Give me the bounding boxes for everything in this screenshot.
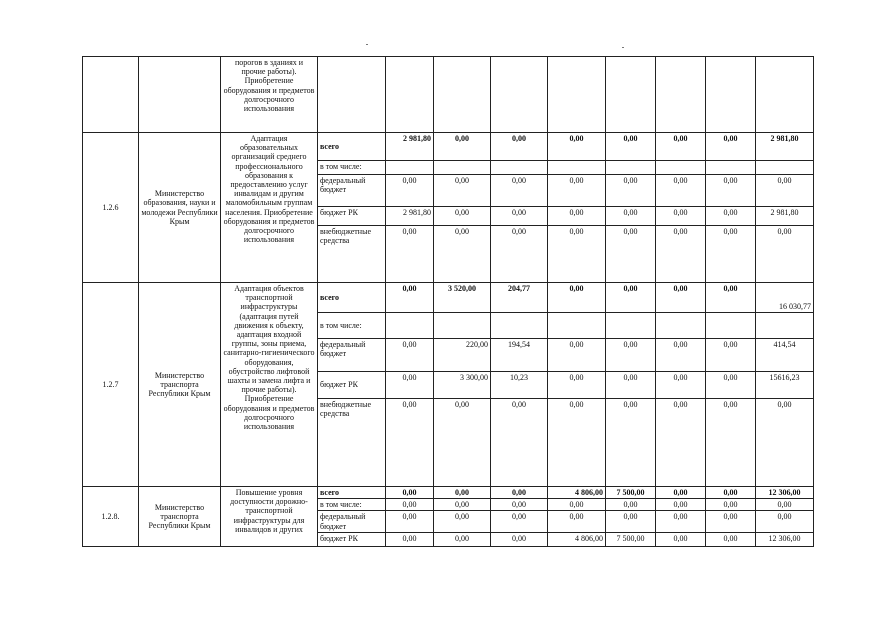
value-cell: 0,00 — [491, 399, 548, 487]
value-cell: 2 981,80 — [756, 207, 814, 226]
value-cell: 0,00 — [656, 533, 706, 547]
value-cell: 0,00 — [386, 511, 434, 533]
measure-name-cell: Адаптация объектов транспортной инфраструктуры (адаптация путей движения к объекту, адаптация входной группы, зоны приема, санитарно-гигиенического оборудования, обустройство лифтовой шахты и замена лифта и прочие работы). Приобретение оборудования и предметов долгосрочного использования — [221, 283, 318, 487]
value-cell: 414,54 — [756, 339, 814, 372]
value-cell — [386, 161, 434, 175]
value-cell — [706, 313, 756, 339]
value-cell: 0,00 — [756, 226, 814, 283]
value-cell — [706, 57, 756, 133]
value-cell — [434, 57, 491, 133]
executor-cell: Министерство образования, науки и молодежи Республики Крым — [139, 133, 221, 283]
value-cell: 3 520,00 — [434, 283, 491, 313]
value-cell: 0,00 — [606, 499, 656, 511]
value-cell: 0,00 — [756, 511, 814, 533]
value-cell: 0,00 — [548, 499, 606, 511]
value-cell: 0,00 — [606, 372, 656, 399]
item-number: 1.2.6 — [83, 133, 139, 283]
value-cell: 0,00 — [706, 533, 756, 547]
budget-table — [82, 56, 814, 547]
value-cell: 0,00 — [548, 339, 606, 372]
value-cell — [434, 161, 491, 175]
value-cell: 0,00 — [434, 399, 491, 487]
source-cell — [318, 57, 386, 133]
value-cell: 0,00 — [706, 207, 756, 226]
value-cell — [386, 57, 434, 133]
value-cell: 0,00 — [491, 487, 548, 499]
value-cell: 0,00 — [656, 226, 706, 283]
value-cell — [548, 313, 606, 339]
value-cell: 0,00 — [434, 499, 491, 511]
value-cell: 4 806,00 — [548, 533, 606, 547]
num-cell — [83, 57, 139, 133]
value-cell: 12 306,00 — [756, 533, 814, 547]
executor-cell: Министерство транспорта Республики Крым — [139, 487, 221, 547]
value-cell: 0,00 — [386, 533, 434, 547]
value-cell: 0,00 — [606, 511, 656, 533]
source-cell: всего — [318, 487, 386, 499]
value-cell: 0,00 — [756, 399, 814, 487]
value-cell — [706, 161, 756, 175]
value-cell: 0,00 — [434, 487, 491, 499]
value-cell: 0,00 — [606, 175, 656, 207]
value-cell: 0,00 — [386, 226, 434, 283]
source-cell: федеральный бюджет — [318, 339, 386, 372]
value-cell: 7 500,00 — [606, 533, 656, 547]
value-cell: 0,00 — [606, 283, 656, 313]
value-cell: 0,00 — [656, 207, 706, 226]
value-cell: 0,00 — [548, 283, 606, 313]
source-cell: бюджет РК — [318, 207, 386, 226]
value-cell: 0,00 — [434, 533, 491, 547]
value-cell: 3 300,00 — [434, 372, 491, 399]
value-cell: 0,00 — [491, 175, 548, 207]
value-cell: 0,00 — [706, 399, 756, 487]
value-cell: 0,00 — [491, 207, 548, 226]
executor-cell: Министерство транспорта Республики Крым — [139, 283, 221, 487]
value-cell: 2 981,80 — [386, 133, 434, 161]
value-cell: 0,00 — [656, 175, 706, 207]
value-cell: 0,00 — [386, 487, 434, 499]
table-row — [83, 283, 814, 313]
value-cell: 0,00 — [491, 511, 548, 533]
value-cell: 2 981,80 — [756, 133, 814, 161]
measure-name-cell: Повышение уровня доступности дорожно-транспортной инфраструктуры для инвалидов и других — [221, 487, 318, 547]
table-row — [83, 487, 814, 499]
source-cell: всего — [318, 133, 386, 161]
value-cell: 0,00 — [548, 511, 606, 533]
value-cell — [491, 313, 548, 339]
value-cell — [491, 161, 548, 175]
source-cell: бюджет РК — [318, 372, 386, 399]
value-cell: 16 030,77 — [756, 283, 814, 313]
value-cell: 0,00 — [491, 533, 548, 547]
value-cell: 0,00 — [386, 372, 434, 399]
value-cell: 10,23 — [491, 372, 548, 399]
value-cell: 0,00 — [706, 133, 756, 161]
source-cell: всего — [318, 283, 386, 313]
value-cell: 220,00 — [434, 339, 491, 372]
value-cell: 0,00 — [548, 133, 606, 161]
value-cell: 0,00 — [706, 511, 756, 533]
value-cell: 0,00 — [386, 339, 434, 372]
source-cell: бюджет РК — [318, 533, 386, 547]
source-cell: внебюджетные средства — [318, 399, 386, 487]
value-cell: 0,00 — [434, 133, 491, 161]
scan-speck — [622, 47, 624, 48]
source-cell: в том числе: — [318, 313, 386, 339]
value-cell: 2 981,80 — [386, 207, 434, 226]
source-cell: федеральный бюджет — [318, 511, 386, 533]
value-cell: 0,00 — [548, 372, 606, 399]
value-cell: 0,00 — [706, 499, 756, 511]
value-cell: 194,54 — [491, 339, 548, 372]
value-cell — [491, 57, 548, 133]
value-cell: 0,00 — [706, 487, 756, 499]
value-cell — [756, 57, 814, 133]
value-cell: 0,00 — [386, 399, 434, 487]
value-cell: 0,00 — [656, 339, 706, 372]
value-cell — [434, 313, 491, 339]
value-cell: 0,00 — [706, 175, 756, 207]
value-cell: 15616,23 — [756, 372, 814, 399]
value-cell: 0,00 — [386, 283, 434, 313]
value-cell: 0,00 — [434, 226, 491, 283]
value-cell: 0,00 — [606, 207, 656, 226]
value-cell: 0,00 — [434, 511, 491, 533]
value-cell: 0,00 — [491, 133, 548, 161]
value-cell: 0,00 — [548, 207, 606, 226]
value-cell — [656, 313, 706, 339]
value-cell — [386, 313, 434, 339]
value-cell: 0,00 — [606, 339, 656, 372]
value-cell: 0,00 — [656, 133, 706, 161]
value-cell — [606, 57, 656, 133]
measure-name-cell: Адаптация образовательных организаций среднего профессионального образования к предоставлению услуг инвалидам и другим маломобильным группам населения. Приобретение оборудования и предметов долгосрочного использования — [221, 133, 318, 283]
value-cell: 0,00 — [548, 399, 606, 487]
value-cell — [756, 313, 814, 339]
value-cell: 0,00 — [491, 226, 548, 283]
value-cell: 0,00 — [434, 175, 491, 207]
value-cell: 0,00 — [606, 133, 656, 161]
source-cell: федеральный бюджет — [318, 175, 386, 207]
value-cell: 0,00 — [606, 399, 656, 487]
value-cell: 12 306,00 — [756, 487, 814, 499]
item-number: 1.2.7 — [83, 283, 139, 487]
value-cell: 4 806,00 — [548, 487, 606, 499]
value-cell — [548, 161, 606, 175]
value-cell — [656, 161, 706, 175]
value-cell: 0,00 — [656, 399, 706, 487]
value-cell: 0,00 — [434, 207, 491, 226]
value-cell: 0,00 — [706, 226, 756, 283]
table-row — [83, 57, 814, 133]
value-cell: 0,00 — [656, 283, 706, 313]
value-cell: 0,00 — [706, 372, 756, 399]
source-cell: в том числе: — [318, 499, 386, 511]
value-cell: 0,00 — [548, 175, 606, 207]
value-cell: 0,00 — [656, 372, 706, 399]
value-cell: 0,00 — [656, 487, 706, 499]
value-cell: 0,00 — [706, 339, 756, 372]
source-cell: внебюджетные средства — [318, 226, 386, 283]
scan-speck — [366, 44, 368, 45]
value-cell: 0,00 — [606, 226, 656, 283]
value-cell: 0,00 — [386, 499, 434, 511]
value-cell: 0,00 — [706, 283, 756, 313]
value-cell — [756, 161, 814, 175]
table-row — [83, 133, 814, 161]
value-cell: 0,00 — [491, 499, 548, 511]
value-cell: 7 500,00 — [606, 487, 656, 499]
measure-name-cell: порогов в зданиях и прочие работы). Приобретение оборудования и предметов долгосрочного использования — [221, 57, 318, 133]
value-cell: 0,00 — [756, 499, 814, 511]
value-cell: 204,77 — [491, 283, 548, 313]
value-cell — [548, 57, 606, 133]
value-cell — [606, 313, 656, 339]
value-cell: 0,00 — [548, 226, 606, 283]
source-cell: в том числе: — [318, 161, 386, 175]
value-cell — [606, 161, 656, 175]
value-cell: 0,00 — [656, 499, 706, 511]
value-cell: 0,00 — [386, 175, 434, 207]
value-cell: 0,00 — [756, 175, 814, 207]
executor-cell — [139, 57, 221, 133]
value-cell — [656, 57, 706, 133]
value-cell: 0,00 — [656, 511, 706, 533]
item-number: 1.2.8. — [83, 487, 139, 547]
